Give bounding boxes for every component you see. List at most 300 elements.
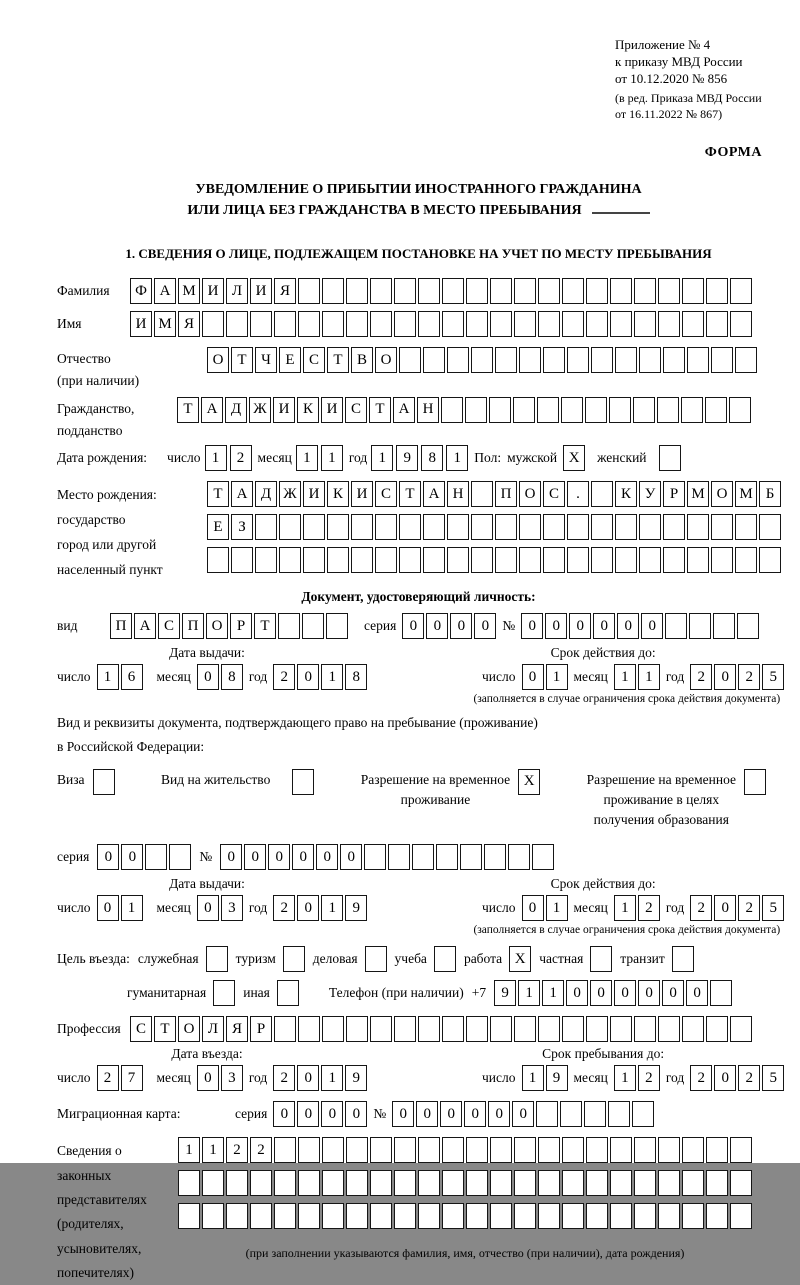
char-cell[interactable] (145, 844, 167, 870)
char-cell[interactable]: 0 (569, 613, 591, 639)
char-cell[interactable] (735, 547, 757, 573)
legal-reps-row1[interactable] (178, 1137, 752, 1163)
char-cell[interactable] (562, 1170, 584, 1196)
entry-day[interactable] (97, 1065, 143, 1091)
char-cell[interactable] (394, 1203, 416, 1229)
stay-day[interactable] (522, 1065, 568, 1091)
char-cell[interactable] (543, 547, 565, 573)
char-cell[interactable] (711, 347, 733, 373)
char-cell[interactable]: 2 (273, 1065, 295, 1091)
char-cell[interactable]: О (711, 481, 733, 507)
char-cell[interactable] (610, 278, 632, 304)
char-cell[interactable] (508, 844, 530, 870)
char-cell[interactable] (586, 1170, 608, 1196)
char-cell[interactable] (634, 278, 656, 304)
char-cell[interactable] (658, 1016, 680, 1042)
char-cell[interactable]: 0 (340, 844, 362, 870)
char-cell[interactable] (298, 1016, 320, 1042)
char-cell[interactable] (634, 1203, 656, 1229)
char-cell[interactable]: 2 (690, 664, 712, 690)
char-cell[interactable] (283, 946, 305, 972)
char-cell[interactable]: А (393, 397, 415, 423)
char-cell[interactable] (226, 311, 248, 337)
char-cell[interactable] (423, 347, 445, 373)
char-cell[interactable] (250, 1170, 272, 1196)
char-cell[interactable] (495, 547, 517, 573)
char-cell[interactable] (706, 1137, 728, 1163)
char-cell[interactable] (657, 397, 679, 423)
permit-valid-year[interactable] (690, 895, 784, 921)
char-cell[interactable] (610, 1170, 632, 1196)
char-cell[interactable] (689, 613, 711, 639)
permit-valid-day[interactable] (522, 895, 568, 921)
purpose-private-checkbox[interactable] (590, 946, 612, 972)
char-cell[interactable]: И (250, 278, 272, 304)
char-cell[interactable] (178, 1170, 200, 1196)
char-cell[interactable]: Ч (255, 347, 277, 373)
migration-series-boxes[interactable] (273, 1101, 367, 1127)
char-cell[interactable]: 1 (97, 664, 119, 690)
char-cell[interactable] (759, 514, 781, 540)
char-cell[interactable] (202, 311, 224, 337)
char-cell[interactable] (682, 1170, 704, 1196)
char-cell[interactable] (490, 1170, 512, 1196)
patronymic-boxes[interactable] (207, 347, 757, 373)
char-cell[interactable] (322, 278, 344, 304)
char-cell[interactable] (730, 1137, 752, 1163)
char-cell[interactable]: 0 (416, 1101, 438, 1127)
char-cell[interactable] (423, 514, 445, 540)
char-cell[interactable] (465, 397, 487, 423)
char-cell[interactable]: 0 (244, 844, 266, 870)
doc-series-boxes[interactable] (402, 613, 496, 639)
char-cell[interactable]: 8 (421, 445, 443, 471)
entry-month[interactable] (197, 1065, 243, 1091)
char-cell[interactable]: 0 (686, 980, 708, 1006)
char-cell[interactable]: С (543, 481, 565, 507)
char-cell[interactable] (178, 1203, 200, 1229)
char-cell[interactable] (663, 547, 685, 573)
char-cell[interactable] (729, 397, 751, 423)
char-cell[interactable]: 1 (321, 445, 343, 471)
char-cell[interactable] (538, 1016, 560, 1042)
char-cell[interactable] (706, 311, 728, 337)
char-cell[interactable] (584, 1101, 606, 1127)
char-cell[interactable] (471, 347, 493, 373)
char-cell[interactable]: В (351, 347, 373, 373)
char-cell[interactable]: Т (207, 481, 229, 507)
char-cell[interactable]: Е (207, 514, 229, 540)
char-cell[interactable] (713, 613, 735, 639)
char-cell[interactable]: С (303, 347, 325, 373)
char-cell[interactable] (346, 1170, 368, 1196)
char-cell[interactable] (434, 946, 456, 972)
char-cell[interactable]: 0 (714, 1065, 736, 1091)
char-cell[interactable] (370, 311, 392, 337)
char-cell[interactable] (490, 1203, 512, 1229)
char-cell[interactable] (351, 547, 373, 573)
char-cell[interactable]: 0 (440, 1101, 462, 1127)
char-cell[interactable] (274, 311, 296, 337)
char-cell[interactable] (687, 547, 709, 573)
char-cell[interactable] (298, 1170, 320, 1196)
doc-issue-year[interactable] (273, 664, 367, 690)
char-cell[interactable] (418, 278, 440, 304)
char-cell[interactable] (536, 1101, 558, 1127)
char-cell[interactable]: И (202, 278, 224, 304)
char-cell[interactable] (663, 514, 685, 540)
char-cell[interactable]: 1 (296, 445, 318, 471)
temp-residence-checkbox[interactable] (518, 767, 540, 795)
char-cell[interactable]: 0 (464, 1101, 486, 1127)
char-cell[interactable] (447, 514, 469, 540)
char-cell[interactable] (711, 547, 733, 573)
char-cell[interactable] (706, 1016, 728, 1042)
char-cell[interactable] (274, 1137, 296, 1163)
char-cell[interactable]: 0 (714, 895, 736, 921)
stay-month[interactable] (614, 1065, 660, 1091)
char-cell[interactable] (706, 278, 728, 304)
char-cell[interactable]: 0 (268, 844, 290, 870)
char-cell[interactable]: 0 (638, 980, 660, 1006)
char-cell[interactable]: Т (231, 347, 253, 373)
char-cell[interactable] (370, 278, 392, 304)
char-cell[interactable] (471, 481, 493, 507)
char-cell[interactable] (442, 311, 464, 337)
char-cell[interactable] (705, 397, 727, 423)
char-cell[interactable] (370, 1016, 392, 1042)
char-cell[interactable] (471, 514, 493, 540)
char-cell[interactable] (231, 547, 253, 573)
char-cell[interactable] (388, 844, 410, 870)
char-cell[interactable]: 1 (321, 895, 343, 921)
char-cell[interactable] (543, 514, 565, 540)
char-cell[interactable]: 9 (494, 980, 516, 1006)
char-cell[interactable]: Я (226, 1016, 248, 1042)
char-cell[interactable] (658, 311, 680, 337)
char-cell[interactable]: 1 (522, 1065, 544, 1091)
char-cell[interactable] (351, 514, 373, 540)
char-cell[interactable]: 9 (396, 445, 418, 471)
char-cell[interactable] (567, 347, 589, 373)
char-cell[interactable]: 0 (522, 895, 544, 921)
char-cell[interactable] (327, 514, 349, 540)
birthplace-row3[interactable] (207, 547, 781, 573)
char-cell[interactable]: О (375, 347, 397, 373)
char-cell[interactable] (590, 946, 612, 972)
char-cell[interactable]: И (130, 311, 152, 337)
char-cell[interactable] (735, 347, 757, 373)
char-cell[interactable]: Б (759, 481, 781, 507)
birthplace-row2[interactable] (207, 514, 781, 540)
char-cell[interactable] (608, 1101, 630, 1127)
char-cell[interactable] (538, 278, 560, 304)
char-cell[interactable] (543, 347, 565, 373)
char-cell[interactable]: М (735, 481, 757, 507)
char-cell[interactable]: 1 (205, 445, 227, 471)
char-cell[interactable] (591, 514, 613, 540)
edu-residence-checkbox[interactable] (744, 767, 766, 795)
char-cell[interactable] (226, 1203, 248, 1229)
char-cell[interactable] (460, 844, 482, 870)
char-cell[interactable] (562, 1137, 584, 1163)
profession-boxes[interactable] (130, 1016, 752, 1042)
char-cell[interactable] (226, 1170, 248, 1196)
char-cell[interactable] (562, 1016, 584, 1042)
char-cell[interactable] (278, 613, 300, 639)
char-cell[interactable]: Я (274, 278, 296, 304)
char-cell[interactable] (370, 1137, 392, 1163)
char-cell[interactable] (274, 1203, 296, 1229)
char-cell[interactable] (562, 278, 584, 304)
char-cell[interactable]: И (303, 481, 325, 507)
char-cell[interactable]: А (423, 481, 445, 507)
char-cell[interactable]: 0 (617, 613, 639, 639)
citizenship-boxes[interactable] (177, 397, 751, 423)
char-cell[interactable]: 1 (614, 895, 636, 921)
char-cell[interactable]: 0 (593, 613, 615, 639)
char-cell[interactable]: 0 (321, 1101, 343, 1127)
gender-female-checkbox[interactable] (659, 445, 681, 471)
char-cell[interactable]: П (182, 613, 204, 639)
char-cell[interactable]: С (130, 1016, 152, 1042)
char-cell[interactable] (615, 347, 637, 373)
char-cell[interactable] (687, 347, 709, 373)
char-cell[interactable]: 6 (121, 664, 143, 690)
entry-year[interactable] (273, 1065, 367, 1091)
char-cell[interactable]: 2 (97, 1065, 119, 1091)
char-cell[interactable]: 2 (273, 895, 295, 921)
char-cell[interactable] (466, 1137, 488, 1163)
char-cell[interactable] (591, 481, 613, 507)
char-cell[interactable]: С (158, 613, 180, 639)
char-cell[interactable] (326, 613, 348, 639)
doc-issue-month[interactable] (197, 664, 243, 690)
char-cell[interactable] (634, 311, 656, 337)
doc-valid-year[interactable] (690, 664, 784, 690)
char-cell[interactable] (298, 311, 320, 337)
char-cell[interactable] (484, 844, 506, 870)
purpose-business-checkbox[interactable] (365, 946, 387, 972)
char-cell[interactable] (659, 445, 681, 471)
char-cell[interactable] (394, 1170, 416, 1196)
char-cell[interactable]: 1 (638, 664, 660, 690)
char-cell[interactable] (730, 1170, 752, 1196)
char-cell[interactable] (730, 278, 752, 304)
char-cell[interactable] (586, 311, 608, 337)
char-cell[interactable] (634, 1170, 656, 1196)
char-cell[interactable]: 7 (121, 1065, 143, 1091)
char-cell[interactable]: Т (369, 397, 391, 423)
char-cell[interactable] (394, 1016, 416, 1042)
char-cell[interactable]: 0 (316, 844, 338, 870)
char-cell[interactable] (298, 1137, 320, 1163)
char-cell[interactable] (567, 547, 589, 573)
char-cell[interactable]: Е (279, 347, 301, 373)
birth-year-boxes[interactable] (371, 445, 468, 471)
permit-series-boxes[interactable] (97, 844, 191, 870)
permit-issue-year[interactable] (273, 895, 367, 921)
char-cell[interactable]: 0 (566, 980, 588, 1006)
char-cell[interactable] (399, 547, 421, 573)
char-cell[interactable]: Р (230, 613, 252, 639)
purpose-other-checkbox[interactable] (277, 980, 299, 1006)
char-cell[interactable] (567, 514, 589, 540)
char-cell[interactable] (292, 769, 314, 795)
char-cell[interactable] (364, 844, 386, 870)
stay-year[interactable] (690, 1065, 784, 1091)
char-cell[interactable] (447, 347, 469, 373)
char-cell[interactable] (346, 1137, 368, 1163)
char-cell[interactable] (93, 769, 115, 795)
char-cell[interactable] (658, 1170, 680, 1196)
char-cell[interactable] (207, 547, 229, 573)
char-cell[interactable] (730, 1203, 752, 1229)
char-cell[interactable] (375, 547, 397, 573)
char-cell[interactable] (633, 397, 655, 423)
char-cell[interactable] (322, 311, 344, 337)
char-cell[interactable]: 0 (590, 980, 612, 1006)
char-cell[interactable] (562, 1203, 584, 1229)
char-cell[interactable] (471, 547, 493, 573)
char-cell[interactable] (610, 1016, 632, 1042)
char-cell[interactable] (609, 397, 631, 423)
char-cell[interactable] (489, 397, 511, 423)
char-cell[interactable] (710, 980, 732, 1006)
char-cell[interactable]: 1 (371, 445, 393, 471)
char-cell[interactable]: 5 (762, 664, 784, 690)
char-cell[interactable] (375, 514, 397, 540)
char-cell[interactable]: 1 (546, 664, 568, 690)
doc-valid-month[interactable] (614, 664, 660, 690)
char-cell[interactable]: 0 (297, 1101, 319, 1127)
char-cell[interactable]: Н (417, 397, 439, 423)
char-cell[interactable] (519, 547, 541, 573)
doc-number-boxes[interactable] (521, 613, 759, 639)
char-cell[interactable] (298, 1203, 320, 1229)
purpose-work-checkbox[interactable] (509, 946, 531, 972)
char-cell[interactable] (346, 1203, 368, 1229)
char-cell[interactable] (346, 278, 368, 304)
char-cell[interactable] (682, 1203, 704, 1229)
char-cell[interactable]: И (351, 481, 373, 507)
char-cell[interactable] (682, 311, 704, 337)
char-cell[interactable]: 9 (345, 895, 367, 921)
char-cell[interactable]: Р (250, 1016, 272, 1042)
char-cell[interactable] (514, 278, 536, 304)
char-cell[interactable] (250, 1203, 272, 1229)
char-cell[interactable]: 2 (273, 664, 295, 690)
char-cell[interactable] (370, 1170, 392, 1196)
char-cell[interactable]: О (178, 1016, 200, 1042)
firstname-boxes[interactable] (130, 311, 752, 337)
char-cell[interactable]: 1 (614, 1065, 636, 1091)
char-cell[interactable]: З (231, 514, 253, 540)
char-cell[interactable]: 0 (273, 1101, 295, 1127)
char-cell[interactable] (279, 547, 301, 573)
legal-reps-row3[interactable] (178, 1203, 752, 1229)
char-cell[interactable]: Я (178, 311, 200, 337)
char-cell[interactable]: Т (254, 613, 276, 639)
char-cell[interactable] (615, 514, 637, 540)
char-cell[interactable] (519, 514, 541, 540)
char-cell[interactable] (213, 980, 235, 1006)
char-cell[interactable]: 0 (297, 664, 319, 690)
char-cell[interactable] (658, 278, 680, 304)
char-cell[interactable]: 1 (202, 1137, 224, 1163)
char-cell[interactable]: 0 (714, 664, 736, 690)
purpose-tourism-checkbox[interactable] (283, 946, 305, 972)
char-cell[interactable] (202, 1203, 224, 1229)
char-cell[interactable]: Ж (249, 397, 271, 423)
char-cell[interactable] (490, 1016, 512, 1042)
char-cell[interactable] (610, 1137, 632, 1163)
char-cell[interactable]: И (273, 397, 295, 423)
char-cell[interactable]: 0 (426, 613, 448, 639)
legal-reps-row2[interactable] (178, 1170, 752, 1196)
purpose-study-checkbox[interactable] (434, 946, 456, 972)
char-cell[interactable]: 0 (641, 613, 663, 639)
char-cell[interactable]: 0 (345, 1101, 367, 1127)
char-cell[interactable] (730, 311, 752, 337)
char-cell[interactable] (274, 1170, 296, 1196)
char-cell[interactable]: А (231, 481, 253, 507)
char-cell[interactable]: 0 (121, 844, 143, 870)
char-cell[interactable]: 2 (738, 1065, 760, 1091)
visa-checkbox[interactable] (93, 767, 115, 795)
char-cell[interactable]: 0 (197, 1065, 219, 1091)
char-cell[interactable]: Д (225, 397, 247, 423)
char-cell[interactable] (277, 980, 299, 1006)
char-cell[interactable]: 2 (690, 895, 712, 921)
char-cell[interactable]: Т (177, 397, 199, 423)
char-cell[interactable] (412, 844, 434, 870)
char-cell[interactable]: 2 (738, 895, 760, 921)
char-cell[interactable]: А (134, 613, 156, 639)
char-cell[interactable] (394, 311, 416, 337)
char-cell[interactable] (514, 1203, 536, 1229)
char-cell[interactable] (418, 311, 440, 337)
char-cell[interactable] (658, 1137, 680, 1163)
char-cell[interactable] (585, 397, 607, 423)
char-cell[interactable]: 9 (546, 1065, 568, 1091)
char-cell[interactable] (322, 1170, 344, 1196)
char-cell[interactable]: М (178, 278, 200, 304)
permit-issue-month[interactable] (197, 895, 243, 921)
char-cell[interactable]: 0 (220, 844, 242, 870)
char-cell[interactable] (303, 514, 325, 540)
char-cell[interactable] (441, 397, 463, 423)
char-cell[interactable]: 1 (542, 980, 564, 1006)
char-cell[interactable] (346, 1016, 368, 1042)
char-cell[interactable] (442, 278, 464, 304)
char-cell[interactable]: 2 (638, 895, 660, 921)
char-cell[interactable] (639, 547, 661, 573)
purpose-humanitarian-checkbox[interactable] (213, 980, 235, 1006)
char-cell[interactable] (538, 1170, 560, 1196)
char-cell[interactable]: 0 (521, 613, 543, 639)
char-cell[interactable] (737, 613, 759, 639)
doc-valid-day[interactable] (522, 664, 568, 690)
char-cell[interactable]: 0 (297, 895, 319, 921)
char-cell[interactable] (442, 1170, 464, 1196)
surname-boxes[interactable] (130, 278, 752, 304)
char-cell[interactable]: . (567, 481, 589, 507)
char-cell[interactable] (418, 1203, 440, 1229)
char-cell[interactable]: Т (154, 1016, 176, 1042)
char-cell[interactable] (562, 311, 584, 337)
char-cell[interactable] (514, 1137, 536, 1163)
